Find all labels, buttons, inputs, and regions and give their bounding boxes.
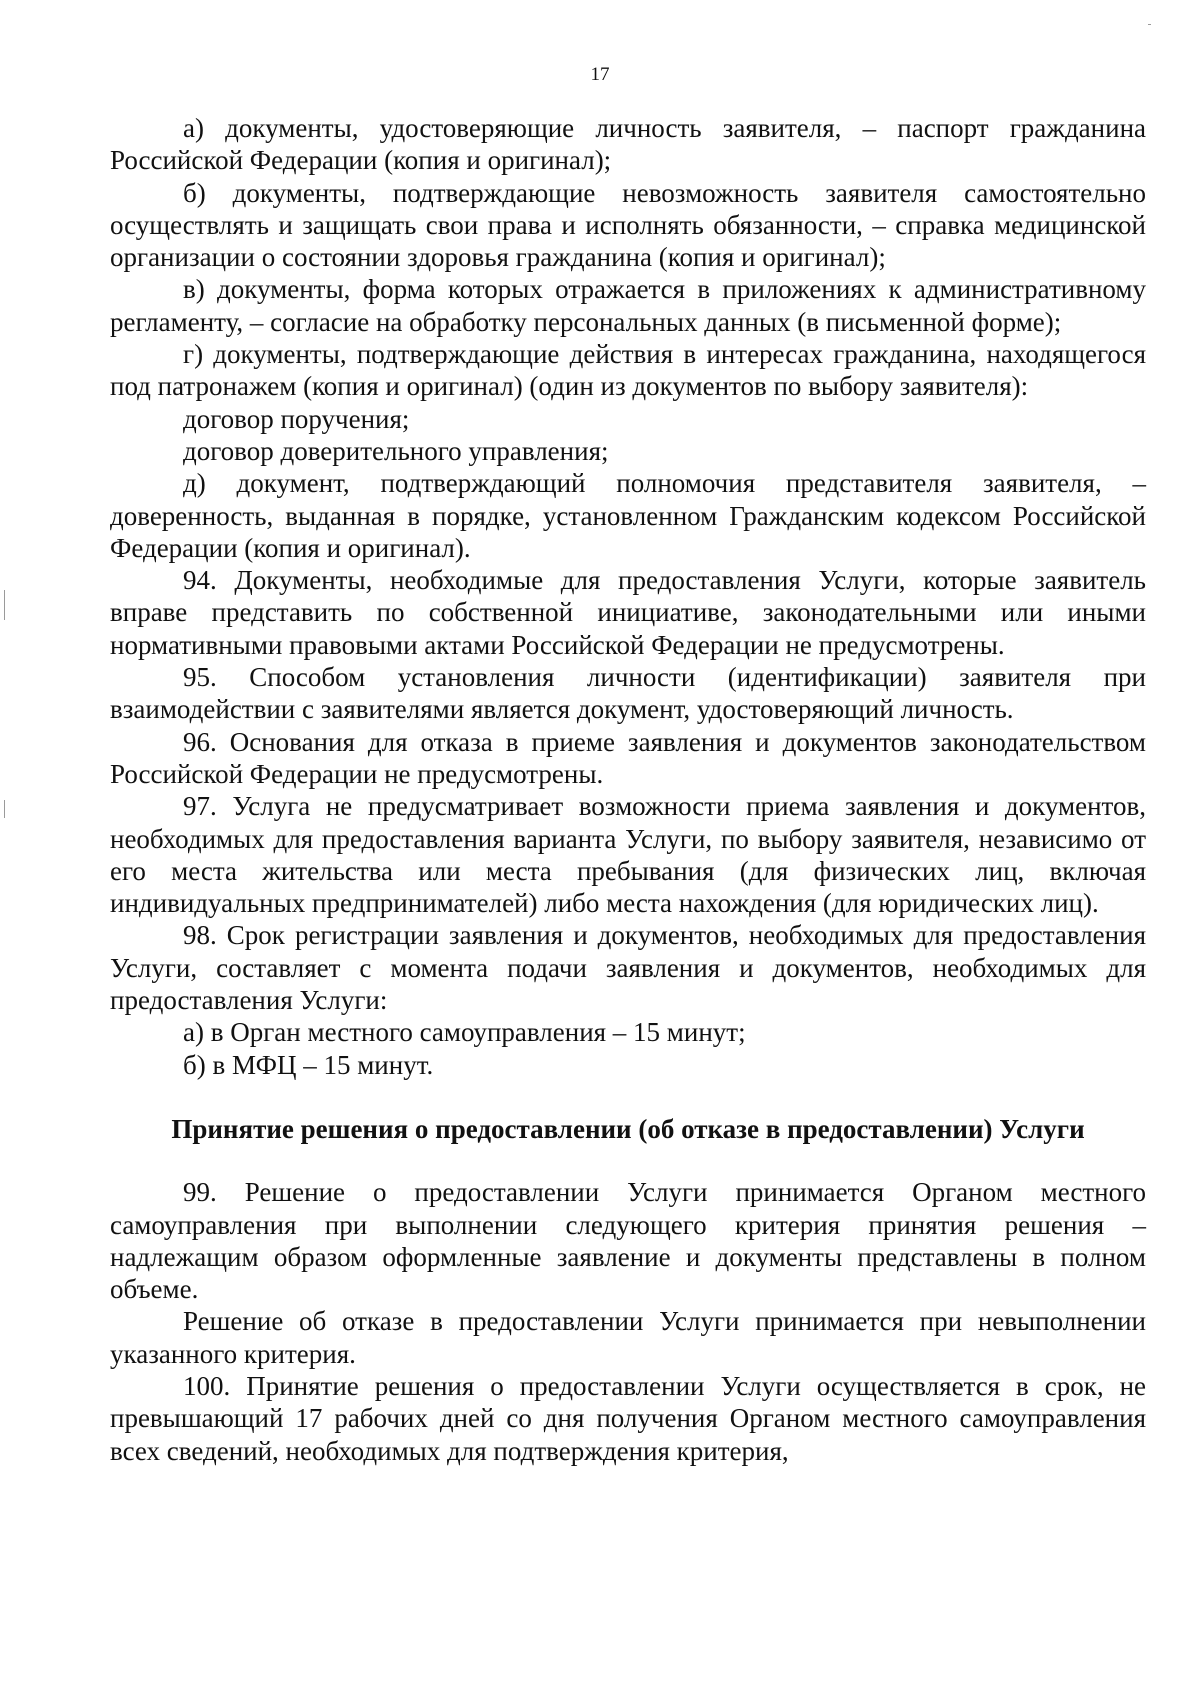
paragraph: договор поручения; — [183, 403, 410, 434]
paragraph: 100. Принятие решения о предоставлении Услуги осуществляется в срок, не превышающий 17 рабочих дней со дня получения Органом местного самоуправления всех сведений, необходимых для подтверждения критерия, — [110, 1370, 1146, 1466]
paragraph: 95. Способом установления личности (идентификации) заявителя при взаимодействии с заявителями является документ, удостоверяющий личность. — [110, 662, 1146, 725]
page-number: 17 — [590, 64, 610, 85]
paragraph: Решение об отказе в предоставлении Услуги принимается при невыполнении указанного критерия. — [110, 1306, 1146, 1369]
paragraph: 96. Основания для отказа в приеме заявления и документов законодательством Российской Федерации не предусмотрены. — [110, 726, 1146, 789]
paragraph: д) документ, подтверждающий полномочия представителя заявителя, – доверенность, выданная в порядке, установленном Гражданским кодексом Российской Федерации (копия и оригинал). — [110, 468, 1146, 563]
paragraph: договор доверительного управления; — [183, 435, 609, 466]
paragraph: а) в Орган местного самоуправления – 15 минут; — [183, 1017, 746, 1048]
scan-speck — [4, 800, 5, 818]
section-heading: Принятие решения о предоставлении (об отказе в предоставлении) Услуги — [171, 1113, 1085, 1144]
document-body — [110, 112, 1146, 1467]
scan-speck — [1148, 24, 1151, 25]
paragraph: г) документы, подтверждающие действия в интересах гражданина, находящегося под патронажем (копия и оригинал) (один из документов по выбору заявителя): — [110, 339, 1146, 402]
paragraph: 98. Срок регистрации заявления и документов, необходимых для предоставления Услуги, составляет с момента подачи заявления и документов, необходимых для предоставления Услуги: — [110, 920, 1146, 1016]
scan-speck — [4, 590, 5, 620]
paragraph: 97. Услуга не предусматривает возможности приема заявления и документов, необходимых для предоставления варианта Услуги, по выбору заявителя, независимо от его места жительства или места пребывания (для физических лиц, включая индивидуальных предпринимателей) либо места нахождения (для юридических лиц). — [110, 791, 1146, 919]
paragraph: 99. Решение о предоставлении Услуги принимается Органом местного самоуправления при выполнении следующего критерия принятия решения – надлежащим образом оформленные заявление и документы представлены в полном объеме. — [110, 1177, 1146, 1305]
paragraph: б) документы, подтверждающие невозможность заявителя самостоятельно осуществлять и защищать свои права и исполнять обязанности, – справка медицинской организации о состоянии здоровья гражданина (копия и оригинал); — [110, 177, 1146, 273]
paragraph: 94. Документы, необходимые для предоставления Услуги, которые заявитель вправе представить по собственной инициативе, законодательными или иными нормативными правовыми актами Российской Федерации не предусмотрены. — [110, 565, 1146, 660]
paragraph: б) в МФЦ – 15 минут. — [183, 1049, 434, 1080]
paragraph: в) документы, форма которых отражается в приложениях к административному регламенту, – согласие на обработку персональных данных (в письменной форме); — [110, 274, 1146, 337]
paragraph: а) документы, удостоверяющие личность заявителя, – паспорт гражданина Российской Федерации (копия и оригинал); — [110, 113, 1146, 176]
